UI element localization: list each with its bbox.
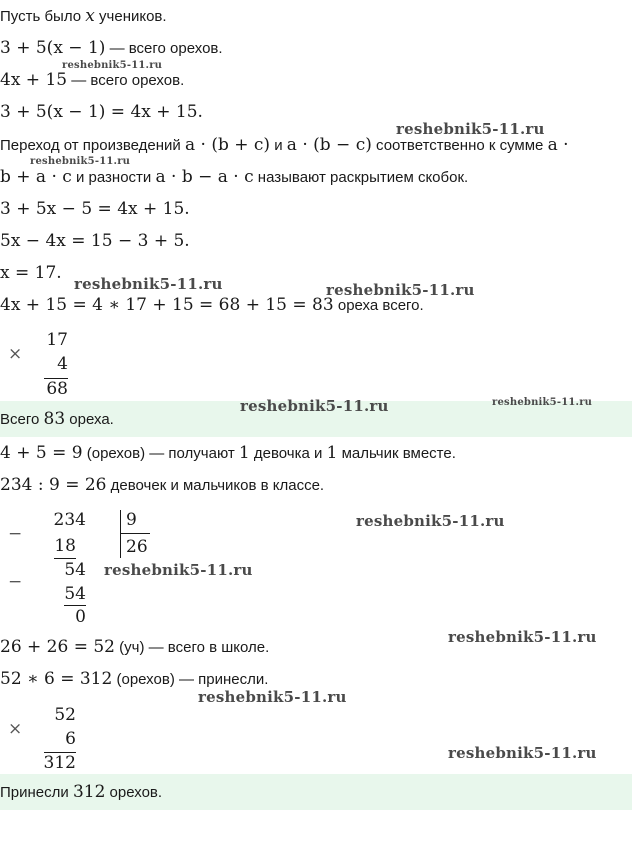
watermark: reshebnik5-11.ru xyxy=(62,60,163,71)
text: — всего орехов. xyxy=(105,40,223,57)
text: учеников. xyxy=(94,8,167,25)
text: (орехов) — принесли. xyxy=(112,671,269,688)
line-8 xyxy=(0,230,190,253)
text: (орехов) — получают xyxy=(82,445,239,462)
math: 5x − 4x = 15 − 3 + 5. xyxy=(0,231,190,251)
mult-factor-a: 52 xyxy=(54,705,76,725)
mult-factor-b: 6 xyxy=(65,729,76,749)
line-9 xyxy=(0,262,62,285)
text: девочек и мальчиков в классе. xyxy=(106,477,325,494)
divisor: 9 xyxy=(126,510,137,530)
quotient: 26 xyxy=(126,537,148,557)
line-1 xyxy=(0,5,167,28)
text: Принесли xyxy=(0,784,73,801)
watermark: reshebnik5-11.ru xyxy=(356,512,505,530)
math: 52 ∗ 6 = 312 xyxy=(0,669,113,689)
math: 3 + 5(x − 1) xyxy=(0,38,106,58)
watermark: reshebnik5-11.ru xyxy=(104,561,253,579)
text: девочка и xyxy=(249,445,327,462)
math: 83 xyxy=(43,409,66,429)
line-3 xyxy=(0,69,184,92)
subtrahend-1: 18 xyxy=(54,536,76,556)
math: 1 xyxy=(326,443,338,463)
mult-sign: × xyxy=(8,344,23,364)
math: 234 : 9 = 26 xyxy=(0,475,107,495)
math: 312 xyxy=(72,782,106,802)
watermark: reshebnik5-11.ru xyxy=(396,120,545,138)
subtrahend-2: 54 xyxy=(64,584,86,604)
line-6 xyxy=(0,166,468,189)
watermark: reshebnik5-11.ru xyxy=(240,397,389,415)
minus-sign-2: − xyxy=(8,572,23,592)
mult-factor-a: 17 xyxy=(46,330,68,350)
watermark: reshebnik5-11.ru xyxy=(492,397,593,408)
math: 4x + 15 xyxy=(0,70,68,90)
remainder-1: 54 xyxy=(64,560,86,580)
mult-factor-b: 4 xyxy=(57,354,68,374)
mult-result: 68 xyxy=(46,379,68,399)
math: a · xyxy=(547,135,569,155)
watermark: reshebnik5-11.ru xyxy=(448,744,597,762)
line-7 xyxy=(0,198,190,221)
mult-sign: × xyxy=(8,719,23,739)
text: ореха. xyxy=(65,411,114,428)
dividend: 234 xyxy=(53,510,86,530)
math: a · (b − c) xyxy=(286,135,372,155)
text: ореха всего. xyxy=(333,297,424,314)
watermark: reshebnik5-11.ru xyxy=(326,281,475,299)
remainder-2: 0 xyxy=(75,607,86,627)
mult-result: 312 xyxy=(43,753,76,773)
math: a · (b + c) xyxy=(184,135,271,155)
text: Всего xyxy=(0,411,44,428)
watermark: reshebnik5-11.ru xyxy=(30,156,131,167)
minus-sign-1: − xyxy=(8,524,23,544)
math: 3 + 5x − 5 = 4x + 15. xyxy=(0,199,190,219)
watermark: reshebnik5-11.ru xyxy=(74,275,223,293)
text: (уч) — всего в школе. xyxy=(115,639,270,656)
math: 4 + 5 = 9 xyxy=(0,443,83,463)
text: называют раскрытием скобок. xyxy=(253,169,469,186)
text: орехов. xyxy=(105,784,163,801)
math: 26 + 26 = 52 xyxy=(0,637,115,657)
math: b + a · c xyxy=(0,167,72,187)
math: x xyxy=(85,6,95,26)
text: мальчик вместе. xyxy=(337,445,456,462)
line-4 xyxy=(0,101,203,124)
text: и xyxy=(270,137,287,154)
text: Пусть было xyxy=(0,8,86,25)
math: 1 xyxy=(238,443,250,463)
text: и разности xyxy=(71,169,156,186)
math: a · b − a · c xyxy=(155,167,254,187)
answer-2 xyxy=(0,781,162,804)
line-13 xyxy=(0,474,324,497)
watermark: reshebnik5-11.ru xyxy=(198,688,347,706)
watermark: reshebnik5-11.ru xyxy=(448,628,597,646)
line-12 xyxy=(0,442,456,465)
text: Переход от произведений xyxy=(0,137,185,154)
divisor-line xyxy=(120,533,150,534)
text: соответственно к сумме xyxy=(371,137,548,154)
line-14 xyxy=(0,636,269,659)
division-bar xyxy=(120,510,121,558)
math: 4x + 15 = 4 ∗ 17 + 15 = 68 + 15 = 83 xyxy=(0,295,334,315)
math: x = 17. xyxy=(0,263,62,283)
line-2 xyxy=(0,37,223,60)
math: 3 + 5(x − 1) = 4x + 15. xyxy=(0,102,203,122)
answer-1 xyxy=(0,408,114,431)
text: — всего орехов. xyxy=(67,72,185,89)
